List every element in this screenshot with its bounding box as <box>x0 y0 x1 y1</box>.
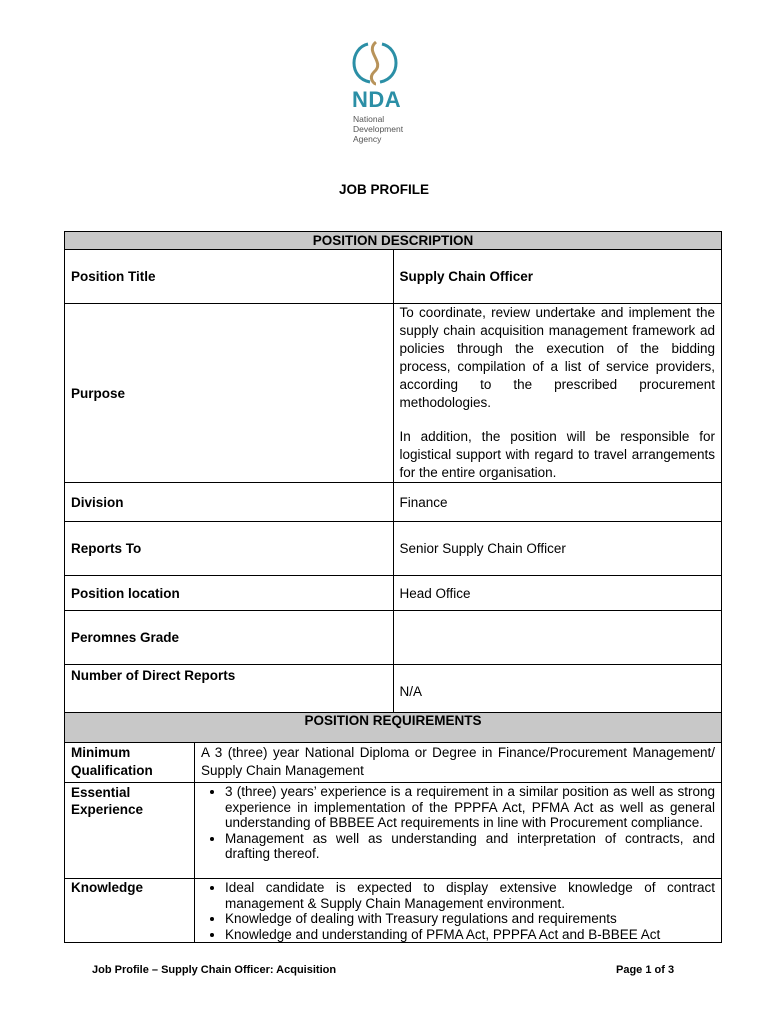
knowledge-list <box>201 880 715 942</box>
position-title-label: Position Title <box>65 250 394 304</box>
logo-line-3: Agency <box>353 134 382 144</box>
position-title-value: Supply Chain Officer <box>393 250 722 304</box>
position-requirements-header: POSITION REQUIREMENTS <box>65 713 722 743</box>
position-requirements-table <box>64 712 722 943</box>
page-title: JOB PROFILE <box>338 182 429 197</box>
purpose-label: Purpose <box>65 304 394 483</box>
peromnes-grade-label: Peromnes Grade <box>65 611 394 665</box>
position-description-table <box>64 231 722 719</box>
table-row <box>65 304 722 483</box>
table-row <box>65 611 722 665</box>
table-row <box>65 483 722 522</box>
list-item: • Knowledge of dealing with Treasury regulations and requirements <box>225 911 715 927</box>
peromnes-grade-value <box>393 611 722 665</box>
list-item: • 3 (three) years’ experience is a requirement in a similar position as well as strong experience in implementation of the PPPFA Act, PFMA Act as well as general understanding of BBBEE Act requirements in line with Procurement compliance. <box>225 784 715 831</box>
essential-experience-label: Essential Experience <box>65 783 195 879</box>
table-row <box>65 250 722 304</box>
footer-document-title: Job Profile – Supply Chain Officer: Acquisition <box>92 964 337 976</box>
list-item: • Ideal candidate is expected to display extensive knowledge of contract management & Supply Chain Management environment. <box>225 880 715 911</box>
division-value: Finance <box>393 483 722 522</box>
table-row <box>65 783 722 879</box>
table-row <box>65 743 722 783</box>
essential-experience-list <box>201 784 715 862</box>
table-row <box>65 576 722 611</box>
minimum-qualification-label: Minimum Qualification <box>65 743 195 783</box>
position-location-label: Position location <box>65 576 394 611</box>
minimum-qualification-value: A 3 (three) year National Diploma or Degree in Finance/Procurement Management/ Supply Chain Management <box>195 743 722 783</box>
division-label: Division <box>65 483 394 522</box>
nda-logo <box>322 30 440 170</box>
knowledge-label: Knowledge <box>65 879 195 943</box>
footer-page-number: Page 1 of 3 <box>616 964 675 976</box>
table-row <box>65 522 722 576</box>
table-row <box>65 665 722 719</box>
table-row <box>65 879 722 943</box>
direct-reports-value: N/A <box>393 665 722 719</box>
list-item: • Knowledge and understanding of PFMA Act, PPPFA Act and B-BBEE Act <box>225 927 715 943</box>
reports-to-label: Reports To <box>65 522 394 576</box>
logo-line-1: National <box>353 114 385 124</box>
direct-reports-label: Number of Direct Reports <box>65 665 394 719</box>
logo-line-2: Development <box>353 124 404 134</box>
logo-acronym: NDA <box>352 87 402 112</box>
nda-swirl-icon <box>340 38 410 88</box>
list-item: • Management as well as understanding and interpretation of contracts, and drafting thereof. <box>225 831 715 862</box>
reports-to-value: Senior Supply Chain Officer <box>393 522 722 576</box>
position-location-value: Head Office <box>393 576 722 611</box>
purpose-paragraph-2: In addition, the position will be responsible for logistical support with regard to travel arrangements for the entire organisation. <box>399 429 715 480</box>
purpose-paragraph-1: To coordinate, review undertake and implement the supply chain acquisition management framework ad policies through the execution of the bidding process, compilation of a list of service providers, according to the prescribed procurement methodologies. <box>399 305 715 410</box>
position-description-header: POSITION DESCRIPTION <box>65 232 722 250</box>
